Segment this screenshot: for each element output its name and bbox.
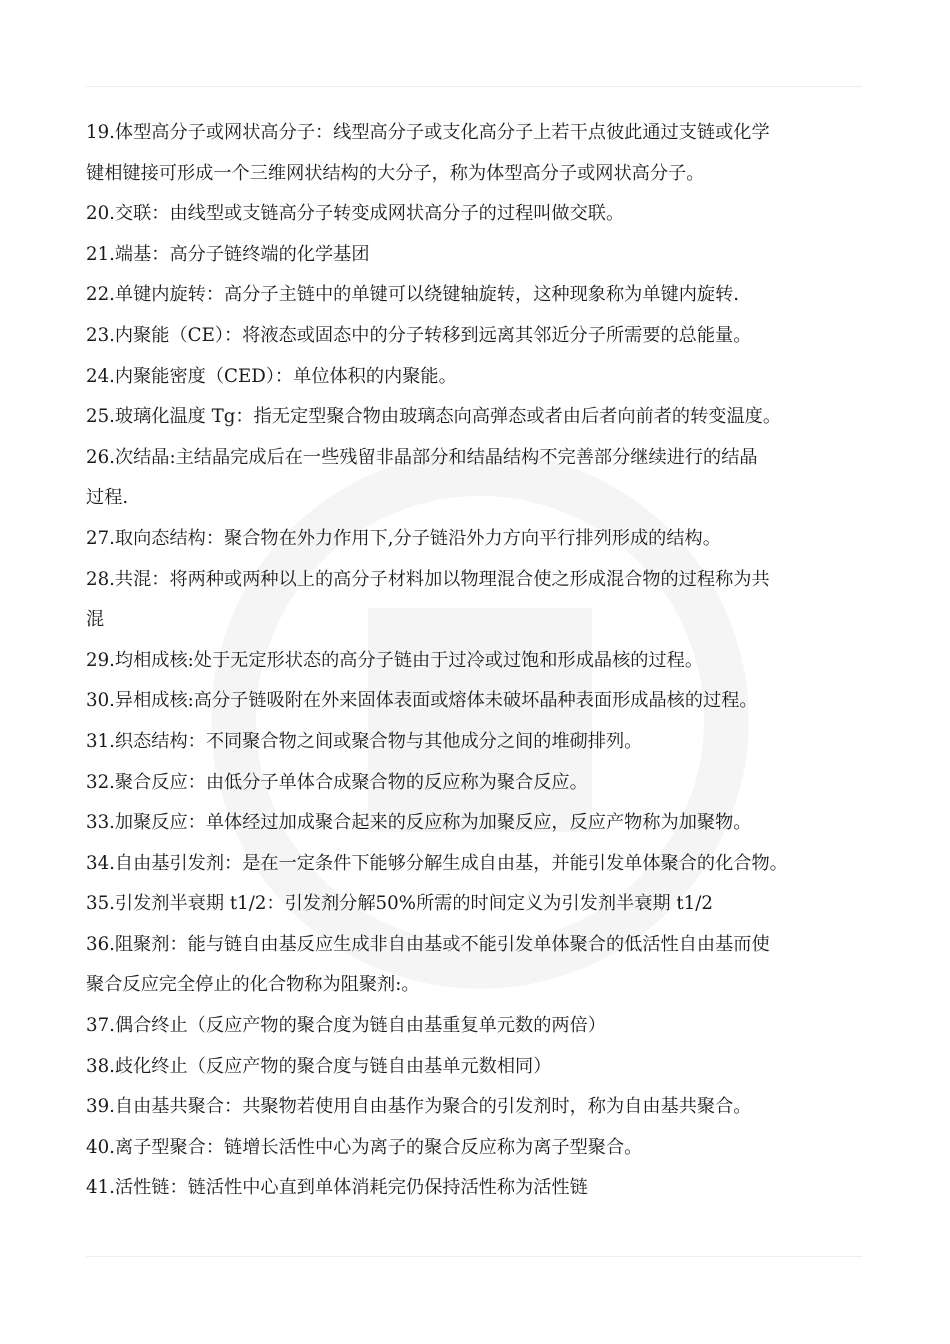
definition-line: 聚合反应完全停止的化合物称为阻聚剂:。 [86,974,420,996]
definition-line: 混 [86,609,105,631]
definition-line: 30.异相成核:高分子链吸附在外来固体表面或熔体未破坏晶种表面形成晶核的过程。 [86,690,758,712]
definition-line: 21.端基：高分子链终端的化学基团 [86,243,370,265]
definition-line: 24.内聚能密度（CED）：单位体积的内聚能。 [86,365,457,387]
footer-rule [86,1256,862,1257]
document-body [86,113,878,1209]
definition-line: 33.加聚反应：单体经过加成聚合起来的反应称为加聚反应，反应产物称为加聚物。 [86,812,752,834]
definition-line: 38.歧化终止（反应产物的聚合度与链自由基单元数相同） [86,1055,552,1077]
definition-line: 40.离子型聚合：链增长活性中心为离子的聚合反应称为离子型聚合。 [86,1136,643,1158]
definition-line: 35.引发剂半衰期 t1/2：引发剂分解50%所需的时间定义为引发剂半衰期 t1/2 [86,893,713,915]
definition-line: 28.共混：将两种或两种以上的高分子材料加以物理混合使之形成混合物的过程称为共 [86,568,770,590]
definition-line: 20.交联：由线型或支链高分子转变成网状高分子的过程叫做交联。 [86,203,625,225]
definition-line: 27.取向态结构：聚合物在外力作用下,分子链沿外力方向平行排列形成的结构。 [86,527,721,549]
definition-line: 23.内聚能（CE）：将液态或固态中的分子转移到远离其邻近分子所需要的总能量。 [86,324,752,346]
definition-line: 34.自由基引发剂：是在一定条件下能够分解生成自由基，并能引发单体聚合的化合物。 [86,852,788,874]
definition-line: 过程. [86,487,129,509]
definition-line: 19.体型高分子或网状高分子：线型高分子或支化高分子上若干点彼此通过支链或化学 [86,122,770,143]
header-rule [86,86,862,87]
definition-line: 32.聚合反应：由低分子单体合成聚合物的反应称为聚合反应。 [86,771,588,793]
definition-line: 22.单键内旋转：高分子主链中的单键可以绕键轴旋转，这种现象称为单键内旋转. [86,284,740,306]
definition-line: 25.玻璃化温度 Tg：指无定型聚合物由玻璃态向高弹态或者由后者向前者的转变温度。 [86,406,782,428]
definition-line: 29.均相成核:处于无定形状态的高分子链由于过冷或过饱和形成晶核的过程。 [86,649,704,671]
definition-line: 键相键接可形成一个三维网状结构的大分子，称为体型高分子或网状高分子。 [86,162,705,184]
definition-line: 31.织态结构：不同聚合物之间或聚合物与其他成分之间的堆砌排列。 [86,730,643,752]
definition-line: 41.活性链：链活性中心直到单体消耗完仍保持活性称为活性链 [86,1177,588,1199]
definition-line: 39.自由基共聚合：共聚物若使用自由基作为聚合的引发剂时，称为自由基共聚合。 [86,1096,752,1118]
definition-line: 37.偶合终止（反应产物的聚合度为链自由基重复单元数的两倍） [86,1015,606,1037]
definition-line: 26.次结晶:主结晶完成后在一些残留非晶部分和结晶结构不完善部分继续进行的结晶 [86,446,758,468]
definition-line: 36.阻聚剂：能与链自由基反应生成非自由基或不能引发单体聚合的低活性自由基而使 [86,933,770,955]
